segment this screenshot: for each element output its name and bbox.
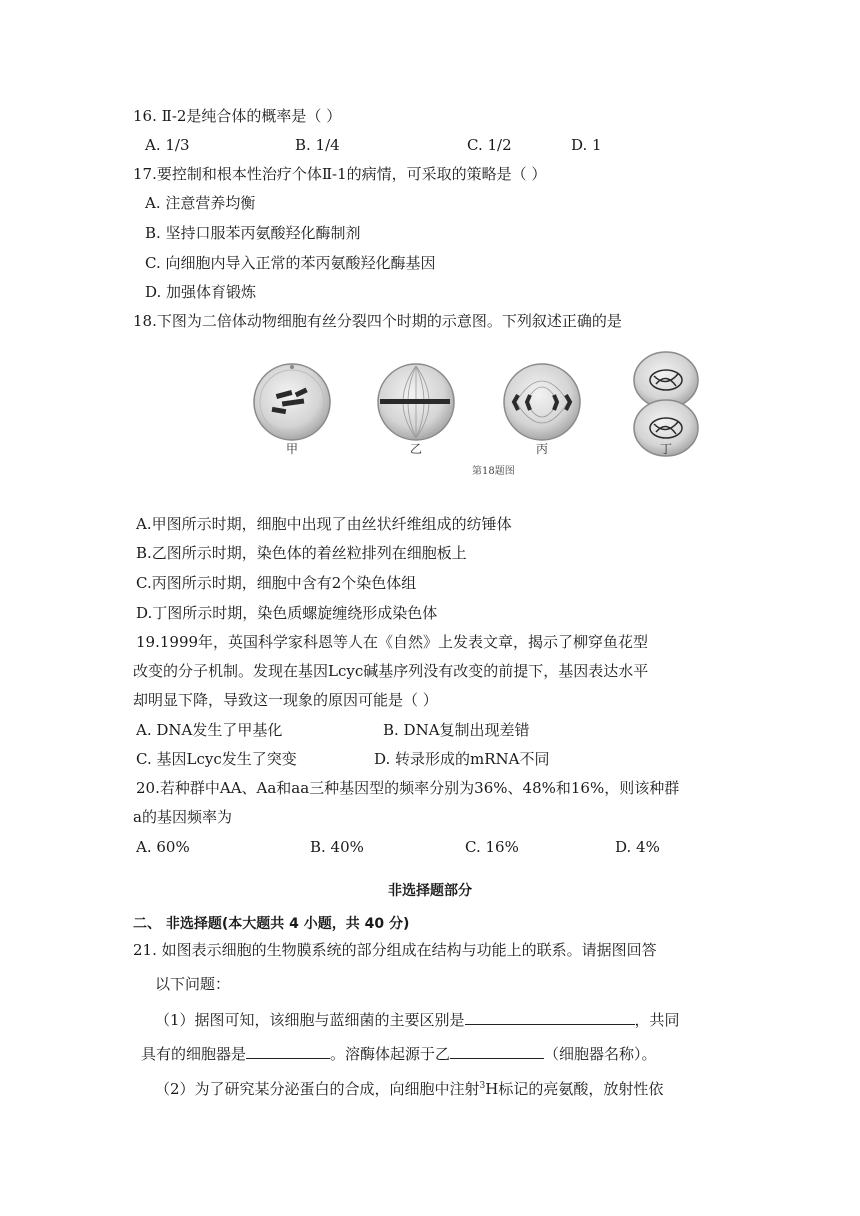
q18-option-d: D.丁图所示时期，染色质螺旋缠绕形成染色体 [136, 604, 438, 622]
caption-yi: 乙 [410, 442, 423, 456]
q21-part-1-line-2 [141, 1042, 657, 1064]
q20-option-b: B. 40% [310, 838, 364, 856]
mitosis-figure [250, 350, 710, 480]
q19-stem-line-1: 19.1999年，英国科学家科恩等人在《自然》上发表文章，揭示了柳穿鱼花型 [136, 633, 649, 651]
q21-p2-text-a: （2）为了研究某分泌蛋白的合成，向细胞中注射 [155, 1080, 480, 1098]
q19-option-b: B. DNA复制出现差错 [383, 721, 530, 739]
mitosis-diagram [250, 350, 710, 460]
q17-stem: 17.要控制和根本性治疗个体Ⅱ-1的病情，可采取的策略是（ ） [133, 165, 547, 183]
q21-stem-line-1: 21. 如图表示细胞的生物膜系统的部分组成在结构与功能上的联系。请据图回答 [133, 941, 657, 959]
q19-stem-line-2: 改变的分子机制。发现在基因Lcyc碱基序列没有改变的前提下，基因表达水平 [133, 662, 649, 680]
q16-option-d: D. 1 [571, 136, 602, 154]
q21-p1-text-c: 具有的细胞器是 [141, 1045, 247, 1063]
q21-p1-text-d: 。溶酶体起源于乙 [330, 1045, 451, 1063]
q17-option-a: A. 注意营养均衡 [145, 194, 256, 212]
answer-blank-lysosome-origin[interactable] [450, 1042, 544, 1059]
q20-option-c: C. 16% [465, 838, 519, 856]
q19-stem-line-3: 却明显下降，导致这一现象的原因可能是（ ） [133, 691, 438, 709]
cell-jia [254, 364, 330, 440]
q19-option-a: A. DNA发生了甲基化 [136, 721, 283, 739]
q17-option-b: B. 坚持口服苯丙氨酸羟化酶制剂 [145, 224, 361, 242]
figure-title: 第18题图 [472, 466, 515, 477]
section-title: 非选择题部分 [388, 883, 472, 899]
q18-option-c: C.丙图所示时期，细胞中含有2个染色体组 [136, 574, 417, 592]
caption-bing: 丙 [536, 442, 549, 456]
q16-option-b: B. 1/4 [295, 136, 340, 154]
q21-stem-line-2: 以下问题： [155, 975, 231, 993]
q21-p1-text-b: ，共同 [634, 1011, 680, 1029]
caption-ding: 丁 [660, 442, 673, 456]
q20-stem-line-2: a的基因频率为 [133, 808, 232, 826]
q21-p2-text-b: H标记的亮氨酸，放射性依 [485, 1080, 664, 1098]
q16-stem: 16. Ⅱ-2是纯合体的概率是（ ） [133, 107, 342, 125]
section-heading: 二、 非选择题(本大题共 4 小题，共 40 分) [133, 916, 410, 932]
q21-part-1-line-1 [155, 1008, 680, 1030]
q20-option-d: D. 4% [615, 838, 660, 856]
q21-p1-text-a: （1）据图可知，该细胞与蓝细菌的主要区别是 [155, 1011, 465, 1029]
caption-jia: 甲 [286, 442, 299, 456]
q18-option-a: A.甲图所示时期，细胞中出现了由丝状纤维组成的纺锤体 [136, 515, 512, 533]
cell-bing [504, 364, 580, 440]
q17-option-d: D. 加强体育锻炼 [145, 283, 257, 301]
q19-option-d: D. 转录形成的mRNA不同 [374, 750, 550, 768]
q16-option-a: A. 1/3 [145, 136, 190, 154]
answer-blank-difference[interactable] [465, 1008, 635, 1025]
q17-option-c: C. 向细胞内导入正常的苯丙氨酸羟化酶基因 [145, 254, 436, 272]
q18-stem: 18.下图为二倍体动物细胞有丝分裂四个时期的示意图。下列叙述正确的是 [133, 312, 622, 330]
q16-option-c: C. 1/2 [467, 136, 512, 154]
q21-part-2-line-1 [155, 1076, 663, 1099]
q20-option-a: A. 60% [136, 838, 190, 856]
q18-option-b: B.乙图所示时期，染色体的着丝粒排列在细胞板上 [136, 544, 467, 562]
q19-option-c: C. 基因Lcyc发生了突变 [136, 750, 297, 768]
cell-yi [378, 364, 454, 440]
q21-p2-superscript: 3 [479, 1081, 486, 1091]
q20-stem-line-1: 20.若种群中AA、Aa和aa三种基因型的频率分别为36%、48%和16%，则该种群 [136, 779, 680, 797]
q21-p1-text-e: （细胞器名称）。 [544, 1045, 657, 1063]
answer-blank-shared-organelle[interactable] [246, 1042, 330, 1059]
